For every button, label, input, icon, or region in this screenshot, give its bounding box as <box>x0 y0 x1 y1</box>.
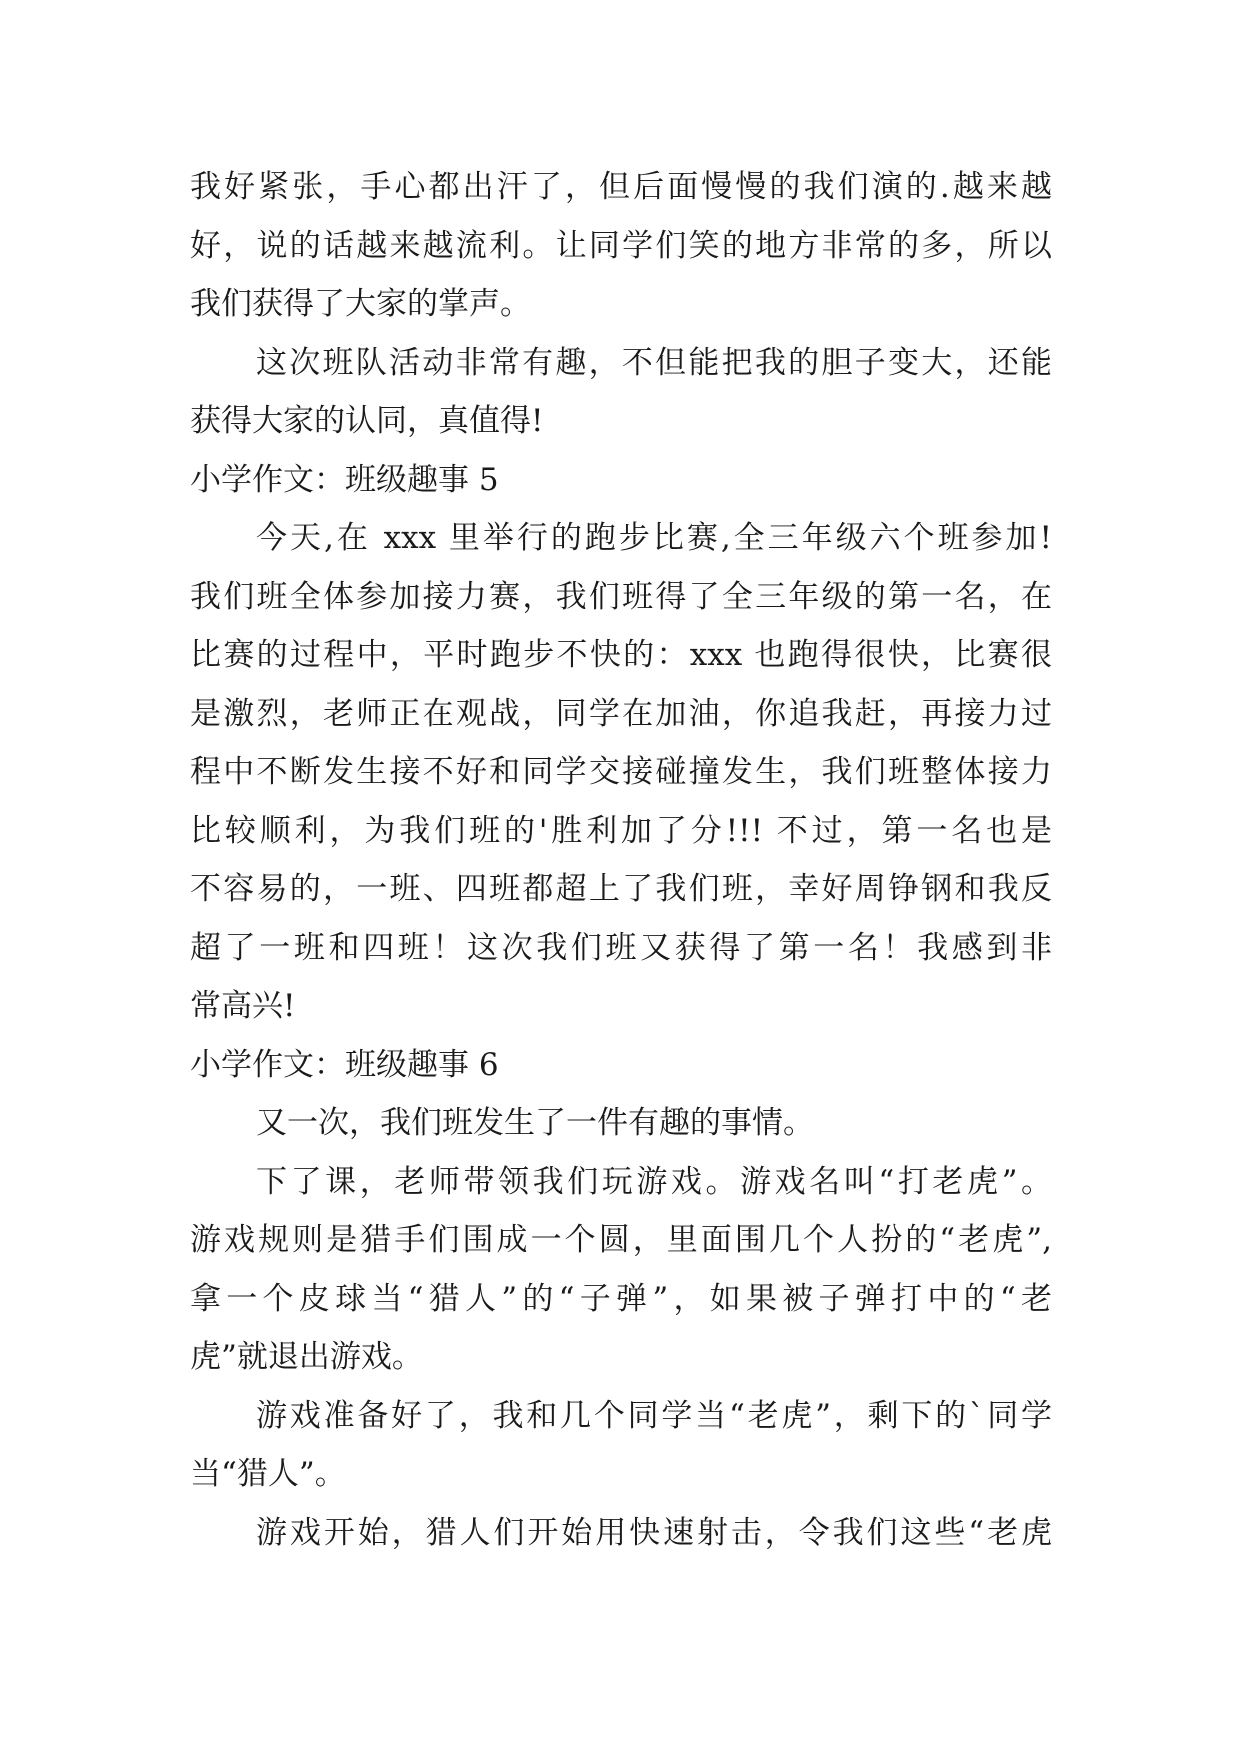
text-line: 比赛的过程中，平时跑步不快的：xxx 也跑得很快，比赛很 <box>190 637 1052 673</box>
text-line: 好，说的话越来越流利。让同学们笑的地方非常的多，所以 <box>190 227 1052 264</box>
text-line: 我好紧张，手心都出汗了，但后面慢慢的我们演的.越来越 <box>190 169 1052 205</box>
text-line: 不容易的，一班、四班都超上了我们班，幸好周铮钢和我反 <box>190 871 1052 907</box>
text-line: 我们班全体参加接力赛，我们班得了全三年级的第一名，在 <box>190 578 1052 615</box>
text-line: 拿一个皮球当“猎人”的“子弹”，如果被子弹打中的“老 <box>190 1280 1052 1317</box>
section-heading: 小学作文：班级趣事 5 <box>190 461 499 498</box>
text-line: 比较顺利，为我们班的'胜利加了分!!! 不过，第一名也是 <box>190 812 1052 849</box>
text-line: 获得大家的认同，真值得! <box>190 403 544 439</box>
text-line: 我们获得了大家的掌声。 <box>190 286 531 322</box>
text-line: 下了课，老师带领我们玩游戏。游戏名叫“打老虎”。 <box>256 1163 1052 1200</box>
text-line: 游戏准备好了，我和几个同学当“老虎”，剩下的`同学 <box>256 1397 1052 1434</box>
text-line: 又一次，我们班发生了一件有趣的事情。 <box>256 1105 814 1141</box>
text-line: 常高兴! <box>190 988 296 1024</box>
text-line: 超了一班和四班！这次我们班又获得了第一名！我感到非 <box>190 929 1052 966</box>
text-line: 当“猎人”。 <box>190 1456 346 1492</box>
section-heading: 小学作文：班级趣事 6 <box>190 1046 499 1083</box>
text-line: 是激烈，老师正在观战，同学在加油，你追我赶，再接力过 <box>190 695 1052 732</box>
text-line: 程中不断发生接不好和同学交接碰撞发生，我们班整体接力 <box>190 754 1052 790</box>
text-line: 游戏开始，猎人们开始用快速射击，令我们这些“老虎 <box>256 1514 1052 1551</box>
text-line: 今天,在 xxx 里举行的跑步比赛,全三年级六个班参加! <box>256 520 1052 556</box>
text-line: 游戏规则是猎手们围成一个圆，里面围几个人扮的“老虎”, <box>190 1222 1052 1258</box>
document-body <box>190 158 1052 1562</box>
text-line: 这次班队活动非常有趣，不但能把我的胆子变大，还能 <box>256 344 1052 381</box>
text-line: 虎”就退出游戏。 <box>190 1339 423 1375</box>
